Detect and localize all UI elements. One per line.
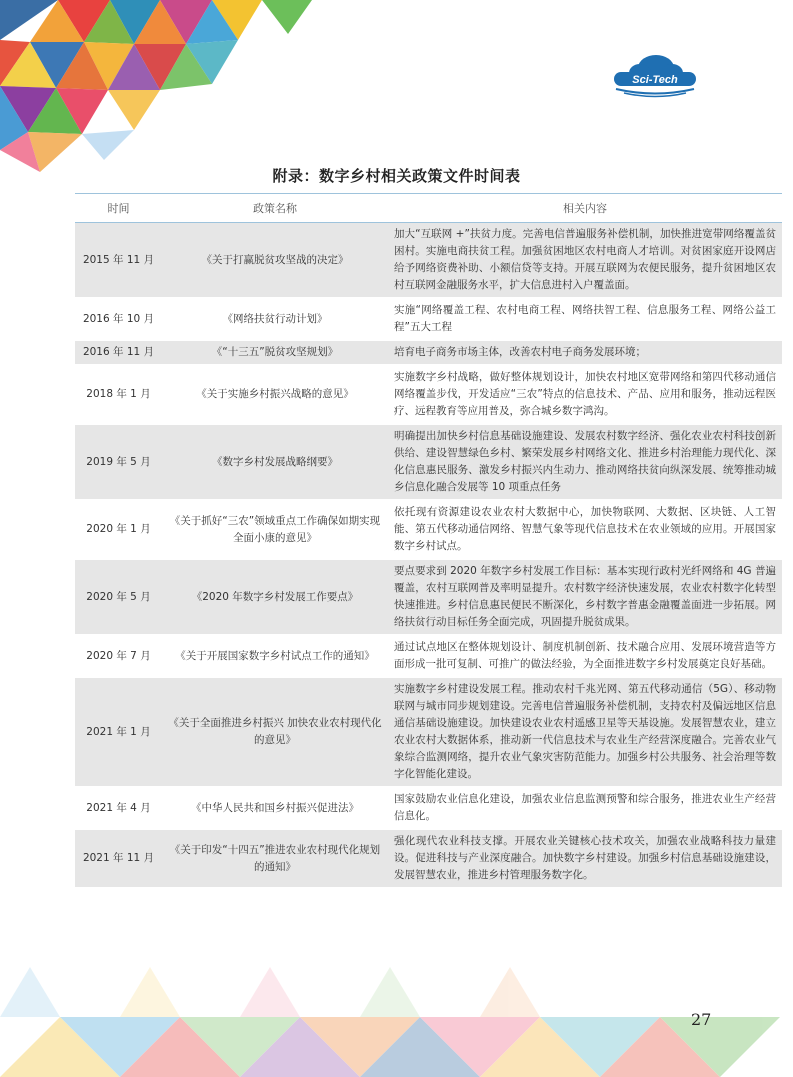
page-title: 附录：数字乡村相关政策文件时间表 [272,167,521,185]
decorative-triangles-bottom [0,957,793,1077]
table-header-row [75,194,782,223]
row-content: 培育电子商务市场主体，改善农村电子商务发展环境； [388,340,782,365]
row-time: 2021 年 11 月 [75,829,162,888]
table-row [75,298,782,340]
row-policy-name: 《“十三五”脱贫攻坚规划》 [162,340,388,365]
logo-text: Sci-Tech [632,74,678,86]
row-content: 强化现代农业科技支撑。开展农业关键核心技术攻关，加强农业战略科技力量建设。促进科技与产业深度融合。加快数字乡村建设。加强乡村信息基础设施建设，发展智慧农业，推进乡村管理服务数字化。 [388,829,782,888]
header-policy-name: 政策名称 [162,194,388,223]
row-time: 2016 年 10 月 [75,298,162,340]
row-time: 2015 年 11 月 [75,223,162,299]
row-time: 2019 年 5 月 [75,424,162,500]
table-row [75,635,782,677]
header-content: 相关内容 [388,194,782,223]
table-row [75,559,782,635]
row-policy-name: 《关于抓好“三农”领域重点工作确保如期实现全面小康的意见》 [162,500,388,559]
row-time: 2020 年 7 月 [75,635,162,677]
row-policy-name: 《2020 年数字乡村发展工作要点》 [162,559,388,635]
decorative-triangles-top [0,0,330,175]
table-row [75,340,782,365]
table-row [75,424,782,500]
row-policy-name: 《关于全面推进乡村振兴 加快农业农村现代化的意见》 [162,677,388,787]
row-policy-name: 《关于实施乡村振兴战略的意见》 [162,365,388,424]
row-policy-name: 《数字乡村发展战略纲要》 [162,424,388,500]
row-time: 2016 年 11 月 [75,340,162,365]
row-content: 国家鼓励农业信息化建设，加强农业信息监测预警和综合服务，推进农业生产经营信息化。 [388,787,782,829]
row-time: 2020 年 5 月 [75,559,162,635]
row-content: 加大“互联网 +”扶贫力度。完善电信普遍服务补偿机制，加快推进宽带网络覆盖贫困村。实施电商扶贫工程。加强贫困地区农村电商人才培训。对贫困家庭开设网店给予网络资费补助、小额信贷等支持。开展互联网为农便民服务，提升贫困地区农村互联网金融服务水平，扩大信息进村入户覆盖面。 [388,223,782,299]
row-policy-name: 《网络扶贫行动计划》 [162,298,388,340]
table-row [75,365,782,424]
row-content: 依托现有资源建设农业农村大数据中心，加快物联网、大数据、区块链、人工智能、第五代移动通信网络、智慧气象等现代信息技术在农业领域的应用。开展国家数字乡村试点。 [388,500,782,559]
table-row [75,223,782,299]
table-row [75,677,782,787]
page-number: 27 [691,1010,712,1029]
row-policy-name: 《关于印发“十四五”推进农业农村现代化规划的通知》 [162,829,388,888]
row-content: 实施数字乡村战略，做好整体规划设计，加快农村地区宽带网络和第四代移动通信网络覆盖步伐，开发适应“三农”特点的信息技术、产品、应用和服务，推动远程医疗、远程教育等应用普及，弥合城乡数字鸿沟。 [388,365,782,424]
row-time: 2021 年 4 月 [75,787,162,829]
cloud-logo-icon [610,52,700,98]
row-policy-name: 《关于打赢脱贫攻坚战的决定》 [162,223,388,299]
row-policy-name: 《中华人民共和国乡村振兴促进法》 [162,787,388,829]
row-content: 实施“网络覆盖工程、农村电商工程、网络扶智工程、信息服务工程、网络公益工程”五大工程 [388,298,782,340]
row-content: 要点要求到 2020 年数字乡村发展工作目标：基本实现行政村光纤网络和 4G 普遍覆盖，农村互联网普及率明显提升。农村数字经济快速发展，农业农村数字化转型快速推进。乡村信息惠民便民不断深化，乡村数字普惠金融覆盖面进一步拓展。网络扶贫行动目标任务全面完成，巩固提升脱贫成果。 [388,559,782,635]
row-content: 通过试点地区在整体规划设计、制度机制创新、技术融合应用、发展环境营造等方面形成一批可复制、可推广的做法经验，为全面推进数字乡村发展奠定良好基础。 [388,635,782,677]
table-row [75,500,782,559]
table-row [75,787,782,829]
header-time: 时间 [75,194,162,223]
table-row [75,829,782,888]
row-policy-name: 《关于开展国家数字乡村试点工作的通知》 [162,635,388,677]
row-content: 实施数字乡村建设发展工程。推动农村千兆光网、第五代移动通信（5G）、移动物联网与城市同步规划建设。完善电信普遍服务补偿机制，支持农村及偏远地区信息通信基础设施建设。加快建设农业农村遥感卫星等天基设施。发展智慧农业，建立农业农村大数据体系，推动新一代信息技术与农业生产经营深度融合。完善农业气象综合监测网络，提升农业气象灾害防范能力。加强乡村公共服务、社会治理等数字化智能化建设。 [388,677,782,787]
row-time: 2020 年 1 月 [75,500,162,559]
row-time: 2018 年 1 月 [75,365,162,424]
policy-table [75,193,776,889]
row-content: 明确提出加快乡村信息基础设施建设、发展农村数字经济、强化农业农村科技创新供给、建设智慧绿色乡村、繁荣发展乡村网络文化、推进乡村治理能力现代化、深化信息惠民服务、激发乡村振兴内生动力、推动网络扶贫向纵深发展、统筹推动城乡信息化融合发展等 10 项重点任务 [388,424,782,500]
row-time: 2021 年 1 月 [75,677,162,787]
